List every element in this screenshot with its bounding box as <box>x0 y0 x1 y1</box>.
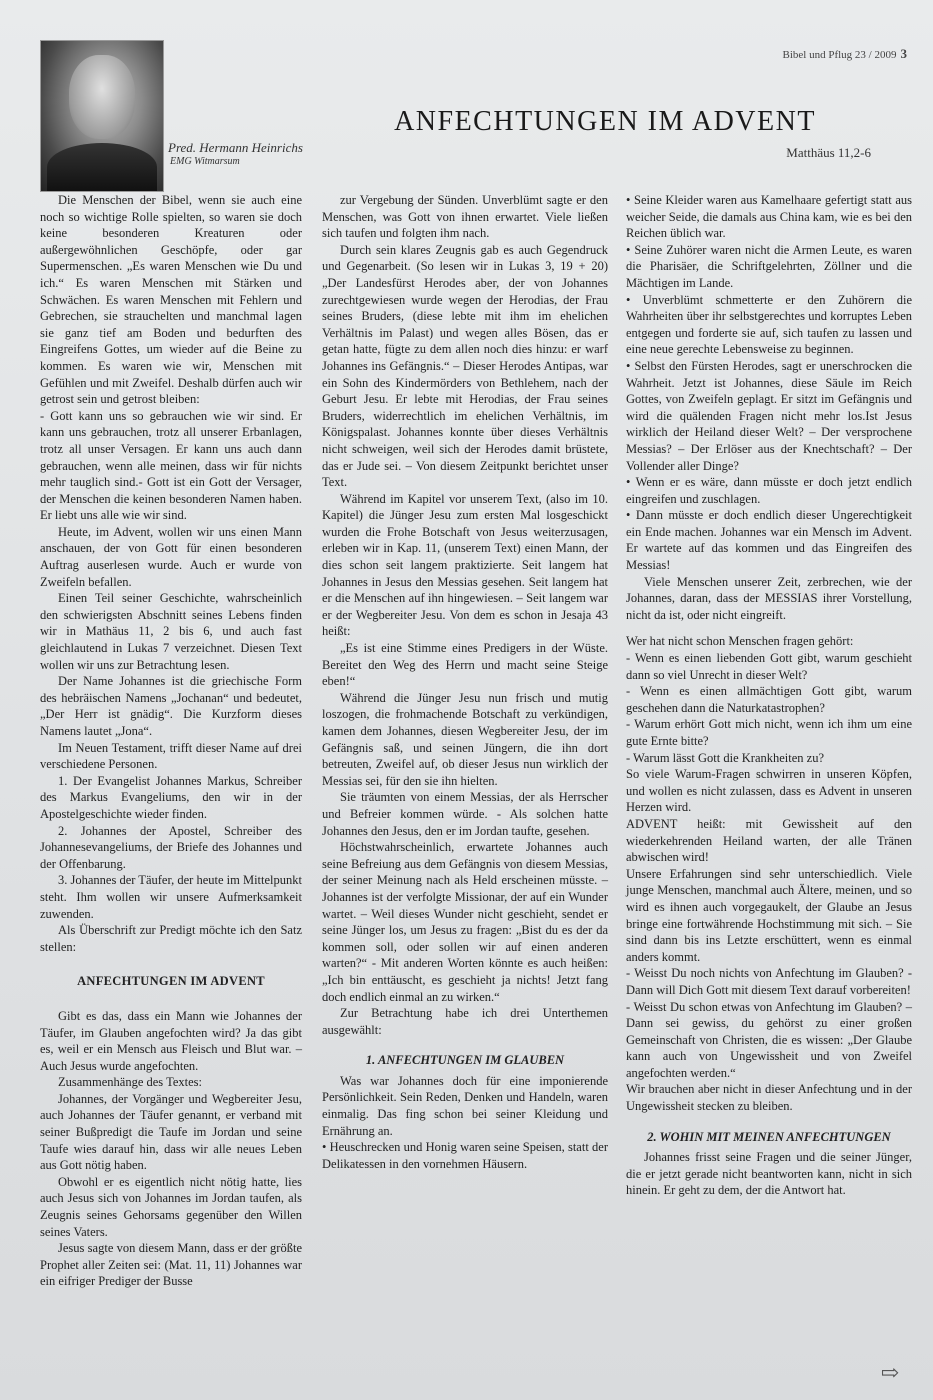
col2-paragraphs <box>322 192 608 1038</box>
col2-paragraph: Zur Betrachtung habe ich drei Unterthemen ausgewählt: <box>322 1006 608 1037</box>
col1-paragraph: Einen Teil seiner Geschichte, wahrscheinlich den schwierigsten Abschnitt seines Lebens finden wir in Mathäus 11, 2 bis 6, und auch fast gleichlautend in Lukas 7 verzeichnet. Diesen Text wollen wir uns zur Betrachtung lesen. <box>40 591 302 672</box>
col1-after-paragraph: Jesus sagte von diesem Mann, dass er der größte Prophet aller Zeiten sei: (Mat. 11, 11) Johannes war ein eifriger Prediger der Busse <box>40 1241 302 1289</box>
col3-b-paragraph: Wir brauchen aber nicht in dieser Anfechtung und in der Ungewissheit stecken zu bleiben. <box>626 1082 912 1114</box>
col3-b-paragraph: So viele Warum-Fragen schwirren in unseren Köpfen, und wollen es nicht zulassen, dass es Advent in unseren Herzen wird. <box>626 767 912 815</box>
col1-paragraph: 3. Johannes der Täufer, der heute im Mittelpunkt steht. Ihm wollen wir unsere Aufmerksamkeit zuwenden. <box>40 873 302 921</box>
col3-paragraph: • Selbst den Fürsten Herodes, sagt er unerschrocken die Wahrheit. Jetzt ist Johannes, diese Säule im Reich Gottes, von Zweifeln geplagt. Er sitzt im Gefängnis und wird die quälenden Fragen nicht mehr los.Ist Jesus wirklich der Heiland dieser Welt? – Der versprochene Messias? – Der Erlöser aus der Knechtschaft? – Der Vollender aller Dinge? <box>626 358 912 473</box>
author-name: Pred. Hermann Heinrichs <box>168 140 303 155</box>
col3-after-paragraph: Johannes frisst seine Fragen und die seiner Jünger, die er jetzt gerade nicht beantworten kann, nicht in sich hinein. Er geht zu dem, der die Antwort hat. <box>626 1150 912 1198</box>
col3-paragraph: • Seine Zuhörer waren nicht die Armen Leute, es waren die Pharisäer, die Schriftgelehrten, Zöllner und die Mächtigen im Lande. <box>626 242 912 290</box>
col2-paragraph: Während die Jünger Jesu nun frisch und mutig loszogen, die frohmachende Botschaft zu verkündigen, kamen dem Johannes, diesen Wegbereiter Jesu, der im Gefängnis saß, und seinen Jüngern, die ihn dort betreuten, Zweifel auf, ob dieser Jesus nun wirklich der Messias sei, für den sie ihn hielten. <box>322 690 608 788</box>
running-head <box>783 46 907 62</box>
col2-after-paragraphs <box>322 1073 608 1173</box>
article-title: ANFECHTUNGEN IM ADVENT <box>394 106 816 137</box>
col3-b-paragraph: - Weisst Du schon etwas von Anfechtung im Glauben? – Dann sei gewiss, du gehörst zu einer großen Gemeinschaft von Christen, die es wissen: „Der Glaube kann auch von Ungewissheit und von Zweifel angefochten werden.“ <box>626 999 912 1080</box>
col1-paragraphs <box>40 192 302 955</box>
running-head-text: Bibel und Pflug 23 / 2009 <box>782 49 897 61</box>
col1-after-paragraph: Gibt es das, dass ein Mann wie Johannes der Täufer, im Glauben angefochten wird? Ja das gibt es, weil er ein Mensch aus Fleisch und Blut war. – Auch Jesus wurde angefochten. <box>40 1008 302 1073</box>
scripture-reference: Matthäus 11,2-6 <box>786 145 871 160</box>
col3-b-paragraph: - Wenn es einen allmächtigen Gott gibt, warum geschehen dann die Naturkatastrophen? <box>626 684 912 715</box>
col3-paragraph: • Seine Kleider waren aus Kamelhaare gefertigt statt aus weicher Seide, die damals aus China kam, wie es bei den Reichen üblich war. <box>626 193 912 241</box>
col2-paragraph: Sie träumten von einem Messias, der als Herrscher und Befreier kommen würde. - Als solchen hatte Johannes den Jesus, den er im Jordan taufte, gesehen. <box>322 790 608 838</box>
col1-paragraph: Der Name Johannes ist die griechische Form des hebräischen Namens „Jochanan“ und bedeutet, „Der Herr ist gnädig“. Die Kurzform dieses Namens lautet „Jona“. <box>40 674 302 738</box>
author-block <box>168 140 303 167</box>
col2-paragraph: Durch sein klares Zeugnis gab es auch Gegendruck und Gegenarbeit. (So lesen wir in Lukas 3, 19 + 20) „Der Landesfürst Herodes aber, der von Johannes zurechtgewiesen wurde wegen der Herodias, der Frau seines Bruders, (diese lebte mit ihm im ehelichen Verhältnis im Palast) und wegen alles Bösen, das er getan hatte, fügte zu dem allen noch dies hinzu: er warf Johannes ins Gefängnis.“ – Dieser Herodes Antipas, war ein Sohn des Kindermörders von Bethlehem, nach der Geburt Jesu. Er lebte mit Herodias, der Frau seines Bruders, widerrechtlich im ehelichen Verhältnis, im Königspalast. Johannes konnte über dieses Verhältnis nicht schweigen, weil sich der Herodes damit brüstete, das er Jude sei. – Von diesem Zeitpunkt berichtet unser Text. <box>322 242 608 490</box>
col2-paragraph: Während im Kapitel vor unserem Text, (also im 10. Kapitel) die Jünger Jesu zum ersten Mal losgeschickt wurden die Frohe Botschaft von Jesus weiterzusagen, erleben wir in Kap. 11, (unserem Text) einen Mann, der dies schon seit langem praktizierte. Seit langem hat Johannes in Jesus den Messias gesehen. Seit langem hat er die Menschen auf ihn hingewiesen. – Seit langem war er der Wegbereiter Jesu. Von dem es schon in Jesaja 43 heißt: <box>322 491 608 639</box>
col1-paragraph: Heute, im Advent, wollen wir uns einen Mann anschauen, der von Gott für einen besonderen Auftrag auserlesen wurde. Auch er wurde von Zweifeln befallen. <box>40 524 302 589</box>
column-2 <box>322 192 608 1172</box>
col1-paragraph: Als Überschrift zur Predigt möchte ich den Satz stellen: <box>40 923 302 954</box>
column-1 <box>40 192 302 1290</box>
col1-after-paragraph: Johannes, der Vorgänger und Wegbereiter Jesu, auch Johannes der Täufer genannt, er verband mit seiner Bußpredigt die Taufe im Jordan und seine Taufe wies darauf hin, dass wir alle neues Leben aus Gott nötig haben. <box>40 1091 302 1173</box>
col3-after-paragraphs <box>626 1149 912 1199</box>
col2-after-paragraph: • Heuschrecken und Honig waren seine Speisen, statt der Delikatessen in den vornehmen Häusern. <box>322 1140 608 1171</box>
author-portrait <box>40 40 164 192</box>
col2-paragraph: „Es ist eine Stimme eines Predigers in der Wüste. Bereitet den Weg des Herrn und macht seine Steige eben!“ <box>322 641 608 689</box>
col3-paragraph: • Unverblümt schmetterte er den Zuhörern die Wahrheiten über ihr selbstgerechtes und korruptes Leben entgegen und forderte sie auf, sich taufen zu lassen und eine neue gerechte Lebensweise zu beginnen. <box>626 292 912 357</box>
col3-paragraph: Viele Menschen unserer Zeit, zerbrechen, wie der Johannes, daran, dass der MESSIAS ihrer Vorstellung, nicht da ist, oder nicht eingreift. <box>626 574 912 622</box>
col1-after-paragraph: Zusammenhänge des Textes: <box>58 1075 202 1090</box>
column-3 <box>626 192 912 1199</box>
col1-paragraph: 1. Der Evangelist Johannes Markus, Schreiber des Markus Evangeliums, den wir in der Apostelgeschichte wieder finden. <box>40 773 302 821</box>
col3-paragraph: • Wenn er es wäre, dann müsste er doch jetzt endlich eingreifen und zuschlagen. <box>626 475 912 506</box>
col1-paragraph: Die Menschen der Bibel, wenn sie auch eine noch so wichtige Rolle spielten, so waren sie doch keine besonderen Kreaturen oder außergewöhnlichen Geschöpfe, oder gar Supermenschen. „Es waren Menschen wie Du und ich.“ Es waren Menschen mit Stärken und Schwächen. Es waren Menschen mit Fehlern und Gebrechen, sie strauchelten und manchmal lagen sie ganz tief am Boden und bedurften des Eingreifens Gottes, um wieder auf die Beine zu kommen. Es waren wie wir, Menschen mit Gefühlen und mit Zweifel. Deshalb dürfen auch wir getrost sein und getrost bleiben: <box>40 193 302 407</box>
col3-b-paragraph: - Weisst Du noch nichts von Anfechtung im Glauben? - Dann will Dich Gott mit diesem Text darauf vorbereiten! <box>626 966 912 997</box>
portrait-face <box>69 55 135 139</box>
col1-paragraph: - Gott kann uns so gebrauchen wie wir sind. Er kann uns gebrauchen, trotz all unserer Erbanlagen, trotz all unser Versagen. Er kann uns auch dann gebrauchen, wenn alle meinen, dass wir für nichts mehr tauglich sind.- Gott ist ein Gott der Versager, der Menschen die keinen besonderen Namen haben. Er liebt uns alle wie wir sind. <box>40 408 302 523</box>
col2-paragraph: zur Vergebung der Sünden. Unverblümt sagte er den Menschen, was Gott von ihnen erwartet. Viele ließen sich taufen und folgten ihm nach. <box>322 193 608 241</box>
col1-paragraph: 2. Johannes der Apostel, Schreiber des Johannesevangeliums, der Briefe des Johannes und der Offenbarung. <box>40 823 302 871</box>
col3-b-paragraph: Unsere Erfahrungen sind sehr unterschiedlich. Viele junge Menschen, manchmal auch Ältere, meinen, und so wird es ihnen auch vorgegaukelt, der Glaube an Jesus bringe eine fortwährende Hochstimmung mit sich. – Sie sind dann bis ins Letzte erschüttert, wenn es einmal anders kommt. <box>626 866 912 964</box>
col3-b-paragraph: - Warum lässt Gott die Krankheiten zu? <box>626 750 825 765</box>
portrait-shoulders <box>47 143 157 191</box>
col3-b-paragraph: - Wenn es einen liebenden Gott gibt, warum geschieht dann so viel Unrecht in dieser Welt? <box>626 651 912 682</box>
col3-questions <box>626 633 912 1114</box>
author-org: EMG Witmarsum <box>170 156 240 167</box>
col1-subheading: ANFECHTUNGEN IM ADVENT <box>77 974 265 989</box>
col3-subheading: 2. WOHIN MIT MEINEN ANFECHTUNGEN <box>647 1129 891 1144</box>
col2-subheading: 1. ANFECHTUNGEN IM GLAUBEN <box>365 1053 565 1068</box>
col3-paragraph: • Dann müsste er doch endlich dieser Ungerechtigkeit ein Ende machen. Johannes war ein Mensch im Advent. Er wartete auf das kommen und das Eingreifen des Messias! <box>626 508 912 573</box>
page-number: 3 <box>900 46 907 61</box>
continue-arrow-icon: ⇨ <box>880 1360 899 1385</box>
col3-b-paragraph: - Warum erhört Gott mich nicht, wenn ich ihm um eine gute Ernte bitte? <box>626 717 912 748</box>
col3-paragraphs <box>626 192 912 623</box>
col2-paragraph: Höchstwahrscheinlich, erwartete Johannes auch seine Befreiung aus dem Gefängnis von diesem Messias, der seiner Meinung nach als Held erscheinen müsste. – Johannes ist der verfolgte Missionar, der auf ein Wunder wartet. – Weil dieses Wunder nicht geschieht, sendet er seine Jünger los, um Jesus zu fragen: „Bist du es der da kommen soll, oder sollen wir auf einen anderen warten?“ - Mit anderen Worten könnte es auch heißen: „Ich bin enttäuscht, es geschieht ja nichts! Jetzt fang doch endlich einmal an zu wirken.“ <box>322 840 608 1004</box>
col1-after-paragraph: Obwohl er es eigentlich nicht nötig hatte, lies auch Jesus sich von Johannes im Jordan taufen, als Zeugnis seines Gehorsams gegenüber den Willen seines Vaters. <box>40 1174 302 1239</box>
col1-paragraph: Im Neuen Testament, trifft dieser Name auf drei verschiedene Personen. <box>40 740 302 772</box>
col3-b-paragraph: Wer hat nicht schon Menschen fragen gehört: <box>626 634 854 649</box>
col1-after-paragraphs <box>40 1008 302 1290</box>
col3-b-paragraph: ADVENT heißt: mit Gewissheit auf den wiederkehrenden Heiland warten, der alle Tränen abwischen wird! <box>626 816 912 865</box>
col2-after-paragraph: Was war Johannes doch für eine imponierende Persönlichkeit. Sein Reden, Denken und Handeln, waren einmalig. Das fing schon bei seiner Kleidung und Ernährung an. <box>322 1073 608 1138</box>
